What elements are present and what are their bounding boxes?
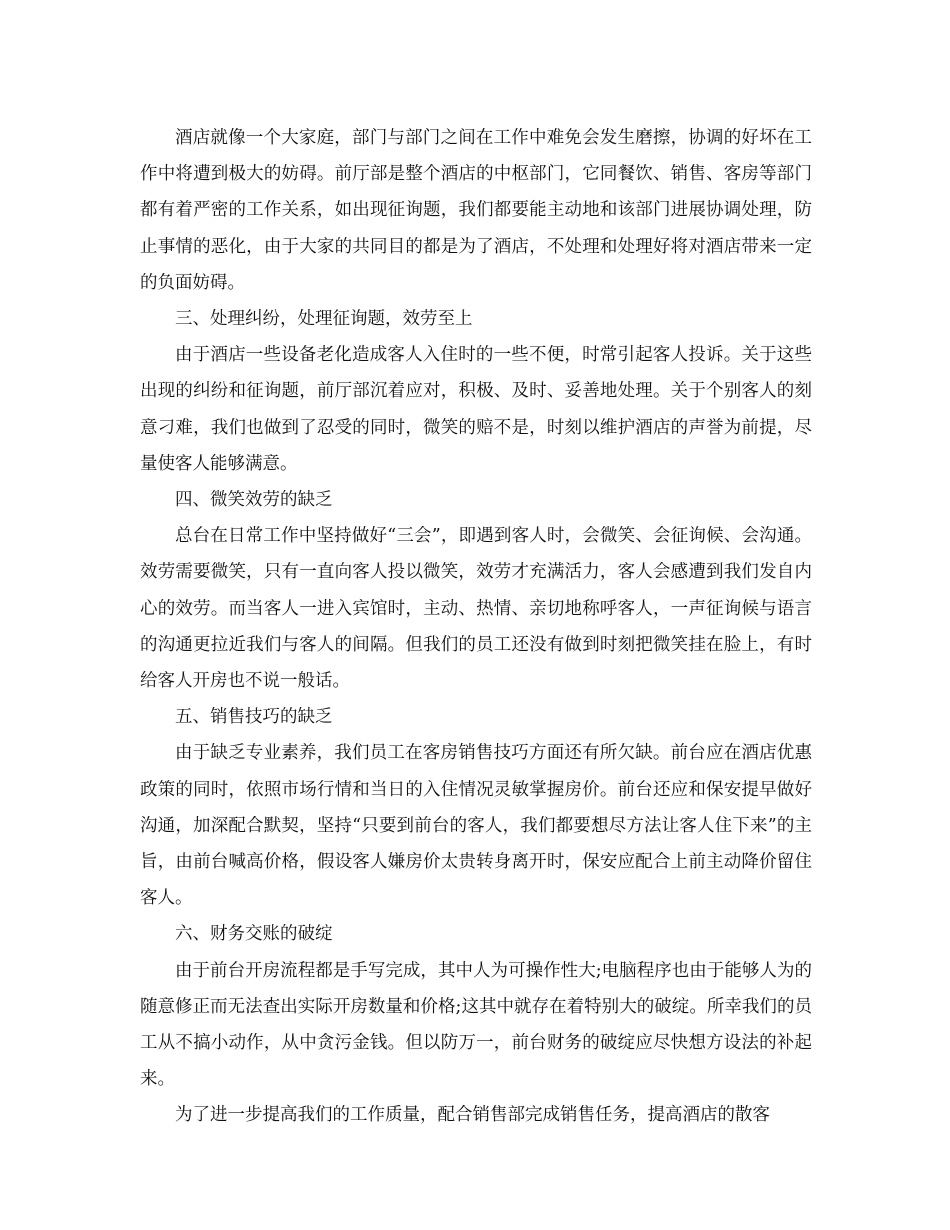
paragraph-closing-partial: 为了进一步提高我们的工作质量，配合销售部完成销售任务，提高酒店的散客	[175, 1105, 770, 1126]
section-heading-6: 六、财务交账的破绽	[175, 924, 333, 945]
document-body	[140, 120, 812, 1134]
section-heading-5: 五、销售技巧的缺乏	[175, 707, 333, 728]
paragraph-sales-skills: 由于缺乏专业素养，我们员工在客房销售技巧方面还有所欠缺。前台应在酒店优惠政策的同时，依照市场行情和当日的入住情况灵敏掌握房价。前台还应和保安提早做好沟通，加深配合默契，坚持“只要到前台的客人，我们都要想尽方法让客人住下来”的主旨，由前台喊高价格，假设客人嫌房价太贵转身离开时，保安应配合上前主动降价留住客人。	[140, 743, 812, 909]
paragraph-department-coordination: 酒店就像一个大家庭，部门与部门之间在工作中难免会发生磨擦，协调的好坏在工作中将遭到极大的妨碍。前厅部是整个酒店的中枢部门，它同餐饮、销售、客房等部门都有着严密的工作关系，如出现征询题，我们都要能主动地和该部门进展协调处理，防止事情的恶化，由于大家的共同目的都是为了酒店，不处理和处理好将对酒店带来一定的负面妨碍。	[140, 128, 812, 293]
paragraph-financial-loophole: 由于前台开房流程都是手写完成，其中人为可操作性大;电脑程序也由于能够人为的随意修正而无法查出实际开房数量和价格;这其中就存在着特别大的破绽。所幸我们的员工从不搞小动作，从中贪污金钱。但以防万一，前台财务的破绽应尽快想方设法的补起来。	[140, 960, 812, 1090]
section-heading-3: 三、处理纠纷，处理征询题，效劳至上	[175, 309, 473, 330]
section-heading-4: 四、微笑效劳的缺乏	[175, 490, 333, 511]
paragraph-complaint-handling: 由于酒店一些设备老化造成客人入住时的一些不便，时常引起客人投诉。关于这些出现的纠纷和征询题，前厅部沉着应对，积极、及时、妥善地处理。关于个别客人的刻意刁难，我们也做到了忍受的同时，微笑的赔不是，时刻以维护酒店的声誉为前提，尽量使客人能够满意。	[140, 345, 812, 474]
paragraph-smile-service: 总台在日常工作中坚持做好“三会”，即遇到客人时，会微笑、会征询候、会沟通。效劳需要微笑，只有一直向客人投以微笑，效劳才充满活力，客人会感遭到我们发自内心的效劳。而当客人一进入宾馆时，主动、热情、亲切地称呼客人，一声征询候与语言的沟通更拉近我们与客人的间隔。但我们的员工还没有做到时刻把微笑挂在脸上，有时给客人开房也不说一般话。	[140, 526, 812, 692]
